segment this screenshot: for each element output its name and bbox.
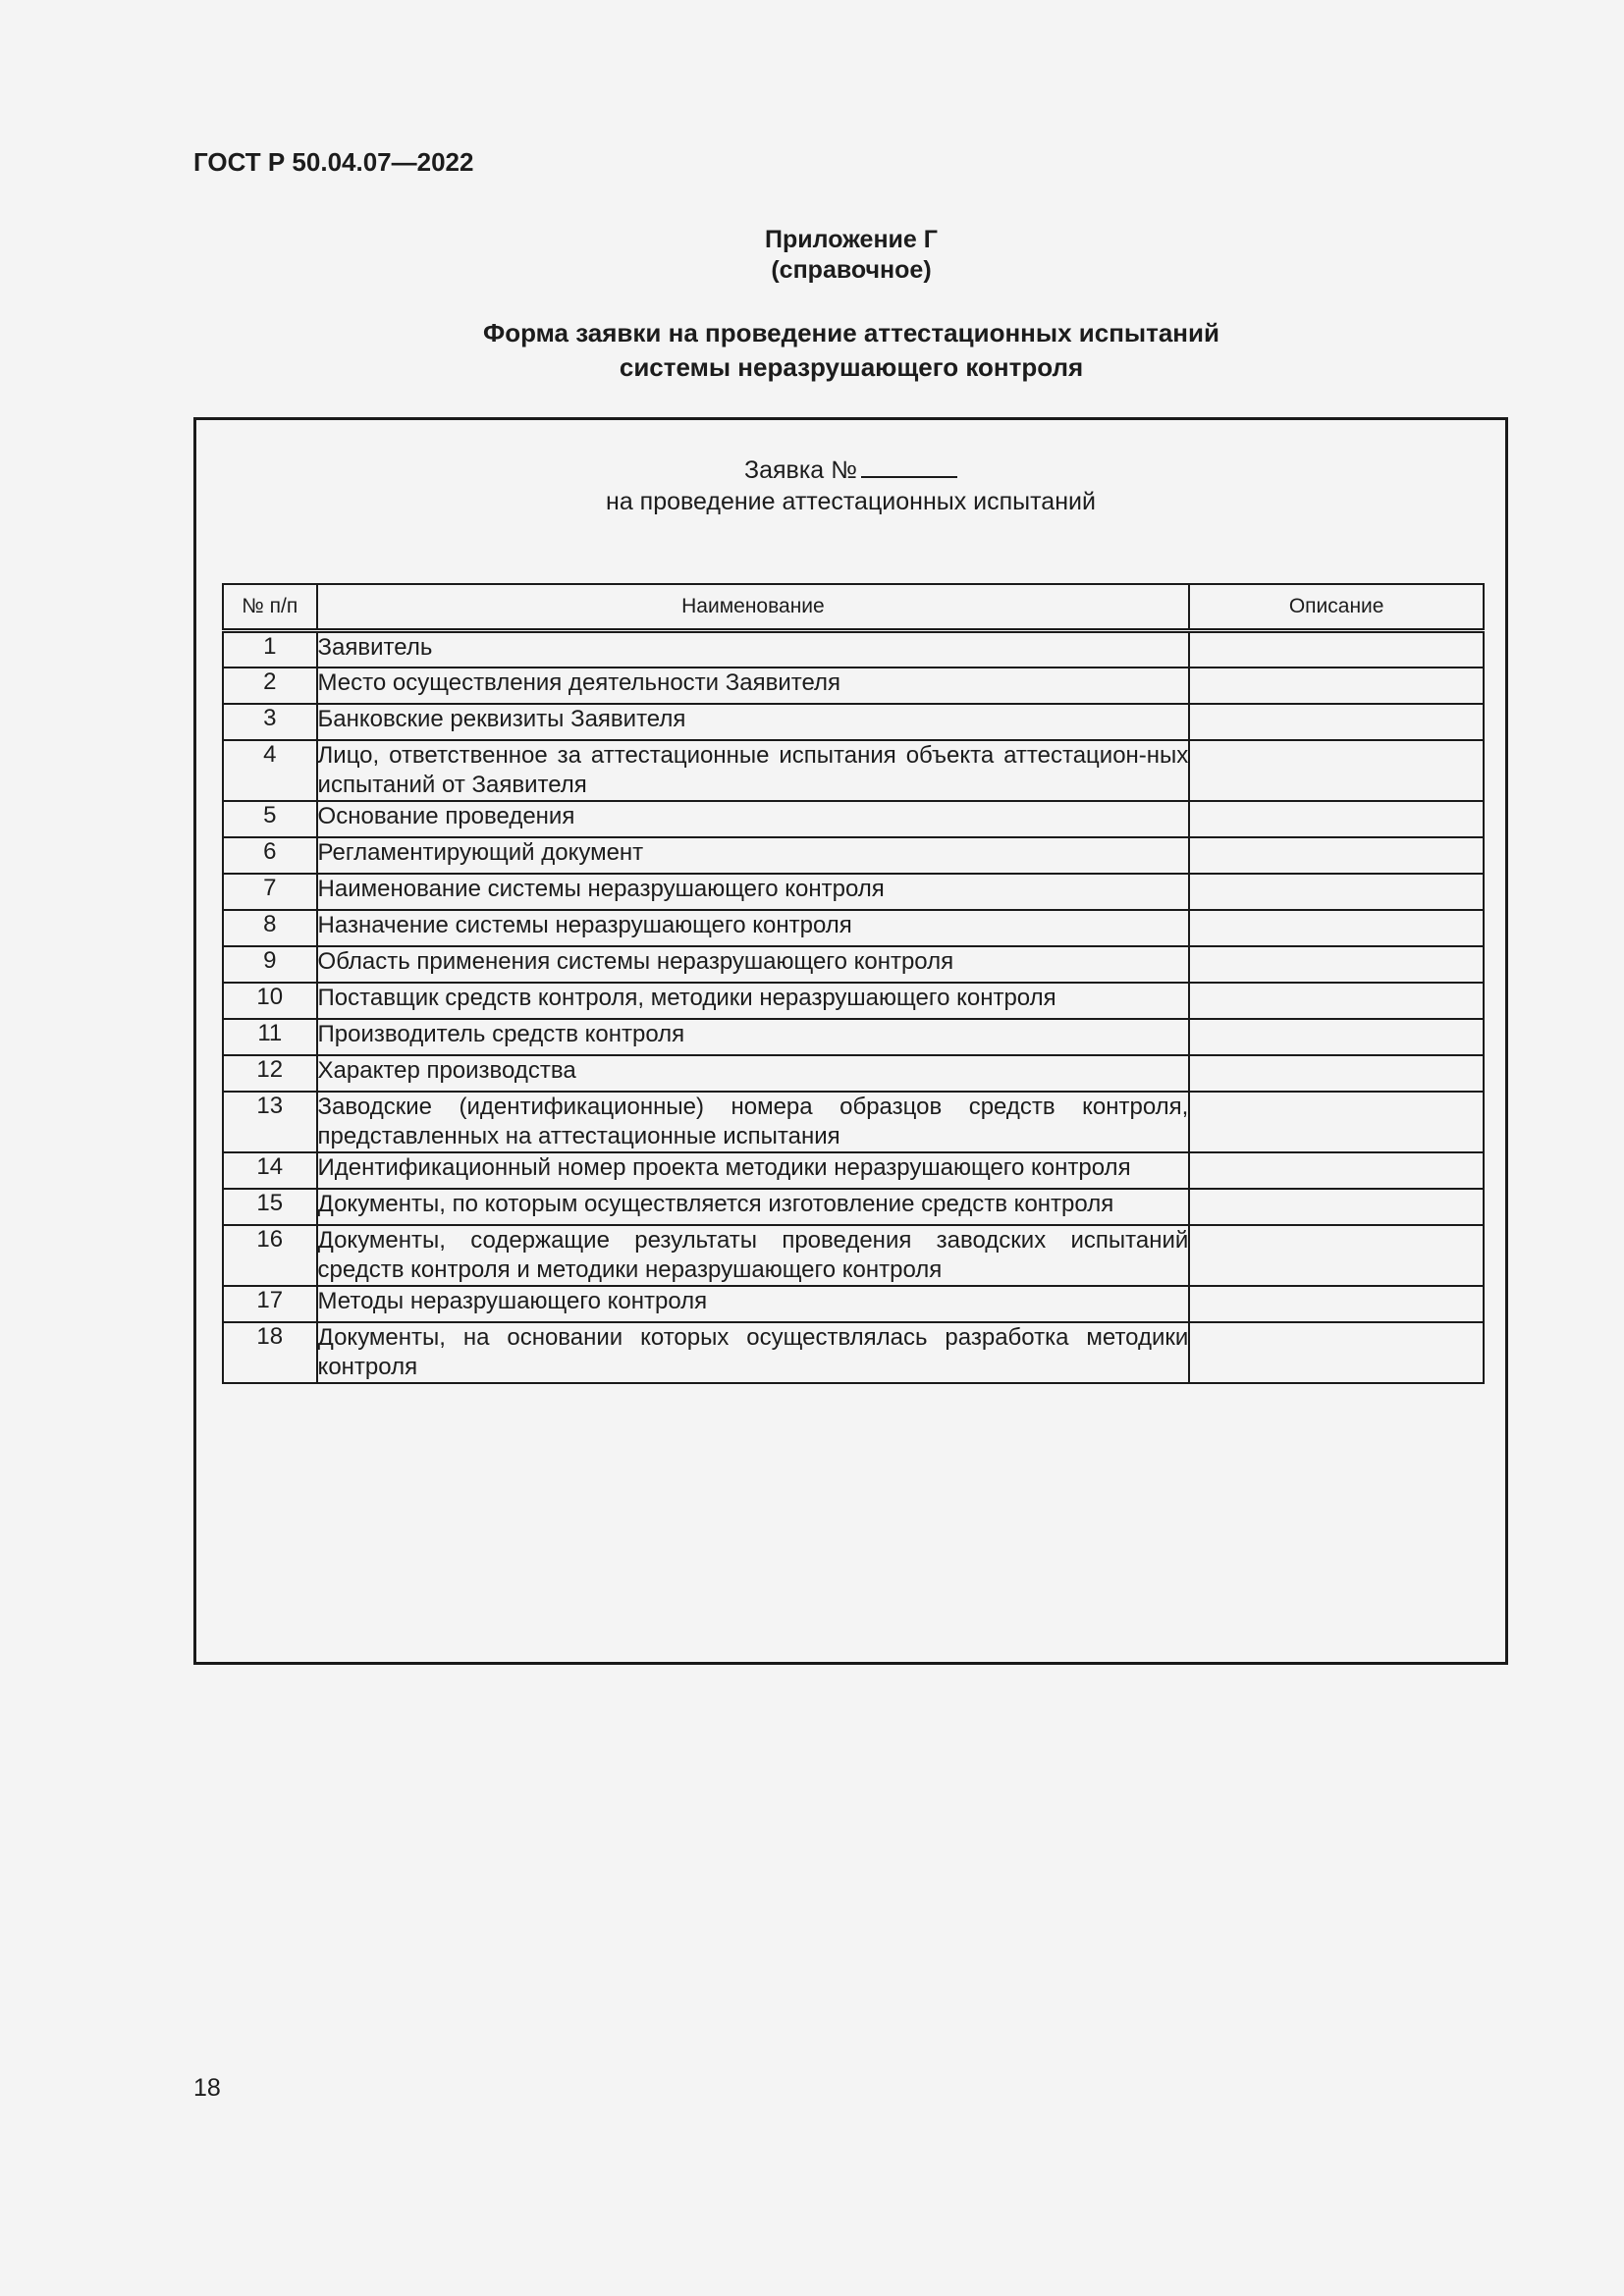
row-name: Документы, по которым осуществляется изготовление средств контроля xyxy=(317,1189,1190,1225)
row-name: Лицо, ответственное за аттестационные испытания объекта аттестацион-ных испытаний от Заявителя xyxy=(317,740,1190,801)
row-name: Документы, содержащие результаты проведения заводских испытаний средств контроля и методики неразрушающего контроля xyxy=(317,1225,1190,1286)
table-row xyxy=(223,1286,1484,1322)
row-name: Документы, на основании которых осуществлялась разработка методики контроля xyxy=(317,1322,1190,1383)
application-subtitle: на проведение аттестационных испытаний xyxy=(606,488,1096,515)
row-description xyxy=(1189,704,1484,740)
row-number: 13 xyxy=(223,1092,317,1152)
row-number: 8 xyxy=(223,910,317,946)
row-number: 14 xyxy=(223,1152,317,1189)
row-number: 11 xyxy=(223,1019,317,1055)
annex-title: Приложение Г xyxy=(765,226,938,253)
row-number: 15 xyxy=(223,1189,317,1225)
table-row xyxy=(223,837,1484,874)
row-number: 5 xyxy=(223,801,317,837)
row-number: 7 xyxy=(223,874,317,910)
row-description xyxy=(1189,983,1484,1019)
row-name: Методы неразрушающего контроля xyxy=(317,1286,1190,1322)
row-number: 12 xyxy=(223,1055,317,1092)
row-name: Назначение системы неразрушающего контроля xyxy=(317,910,1190,946)
table-row xyxy=(223,1189,1484,1225)
row-number: 10 xyxy=(223,983,317,1019)
table-header-row xyxy=(223,584,1484,631)
table-row xyxy=(223,1019,1484,1055)
row-number: 6 xyxy=(223,837,317,874)
row-description xyxy=(1189,1286,1484,1322)
column-header-description: Описание xyxy=(1189,584,1484,631)
row-number: 2 xyxy=(223,667,317,704)
row-description xyxy=(1189,910,1484,946)
table-row xyxy=(223,1055,1484,1092)
column-header-number: № п/п xyxy=(223,584,317,631)
application-form-frame xyxy=(193,417,1508,1665)
column-header-name: Наименование xyxy=(317,584,1190,631)
form-title-line-2: системы неразрушающего контроля xyxy=(619,352,1084,382)
row-name: Место осуществления деятельности Заявителя xyxy=(317,667,1190,704)
row-number: 4 xyxy=(223,740,317,801)
application-title-prefix: Заявка № xyxy=(744,456,857,484)
application-number-blank xyxy=(861,454,957,478)
row-number: 9 xyxy=(223,946,317,983)
row-name: Заводские (идентификационные) номера образцов средств контроля, представленных на аттестационные испытания xyxy=(317,1092,1190,1152)
annex-subtitle: (справочное) xyxy=(771,256,932,284)
table-row xyxy=(223,1225,1484,1286)
table-row xyxy=(223,1152,1484,1189)
row-name: Область применения системы неразрушающего контроля xyxy=(317,946,1190,983)
page-number: 18 xyxy=(193,2074,221,2102)
row-description xyxy=(1189,1019,1484,1055)
standard-code: ГОСТ Р 50.04.07—2022 xyxy=(193,147,474,177)
table-row xyxy=(223,631,1484,667)
row-name: Поставщик средств контроля, методики неразрушающего контроля xyxy=(317,983,1190,1019)
row-number: 17 xyxy=(223,1286,317,1322)
row-number: 16 xyxy=(223,1225,317,1286)
table-row xyxy=(223,874,1484,910)
row-description xyxy=(1189,801,1484,837)
row-description xyxy=(1189,1092,1484,1152)
row-description xyxy=(1189,667,1484,704)
table-row xyxy=(223,1322,1484,1383)
row-number: 1 xyxy=(223,631,317,667)
table-row xyxy=(223,740,1484,801)
table-row xyxy=(223,704,1484,740)
row-description xyxy=(1189,1152,1484,1189)
application-table xyxy=(222,583,1485,1384)
row-description xyxy=(1189,837,1484,874)
row-name: Заявитель xyxy=(317,631,1190,667)
row-number: 3 xyxy=(223,704,317,740)
table-row xyxy=(223,1092,1484,1152)
form-title xyxy=(0,316,1624,385)
form-title-line-1: Форма заявки на проведение аттестационных испытаний xyxy=(483,318,1219,347)
row-description xyxy=(1189,1055,1484,1092)
row-number: 18 xyxy=(223,1322,317,1383)
row-description xyxy=(1189,1225,1484,1286)
row-description xyxy=(1189,946,1484,983)
row-name: Производитель средств контроля xyxy=(317,1019,1190,1055)
application-title xyxy=(196,454,1505,486)
table-row xyxy=(223,946,1484,983)
row-name: Характер производства xyxy=(317,1055,1190,1092)
row-name: Идентификационный номер проекта методики неразрушающего контроля xyxy=(317,1152,1190,1189)
table-row xyxy=(223,910,1484,946)
row-description xyxy=(1189,631,1484,667)
table-row xyxy=(223,801,1484,837)
table-row xyxy=(223,667,1484,704)
row-description xyxy=(1189,1189,1484,1225)
row-description xyxy=(1189,1322,1484,1383)
row-name: Регламентирующий документ xyxy=(317,837,1190,874)
row-description xyxy=(1189,740,1484,801)
row-name: Основание проведения xyxy=(317,801,1190,837)
row-name: Банковские реквизиты Заявителя xyxy=(317,704,1190,740)
table-row xyxy=(223,983,1484,1019)
row-name: Наименование системы неразрушающего контроля xyxy=(317,874,1190,910)
row-description xyxy=(1189,874,1484,910)
